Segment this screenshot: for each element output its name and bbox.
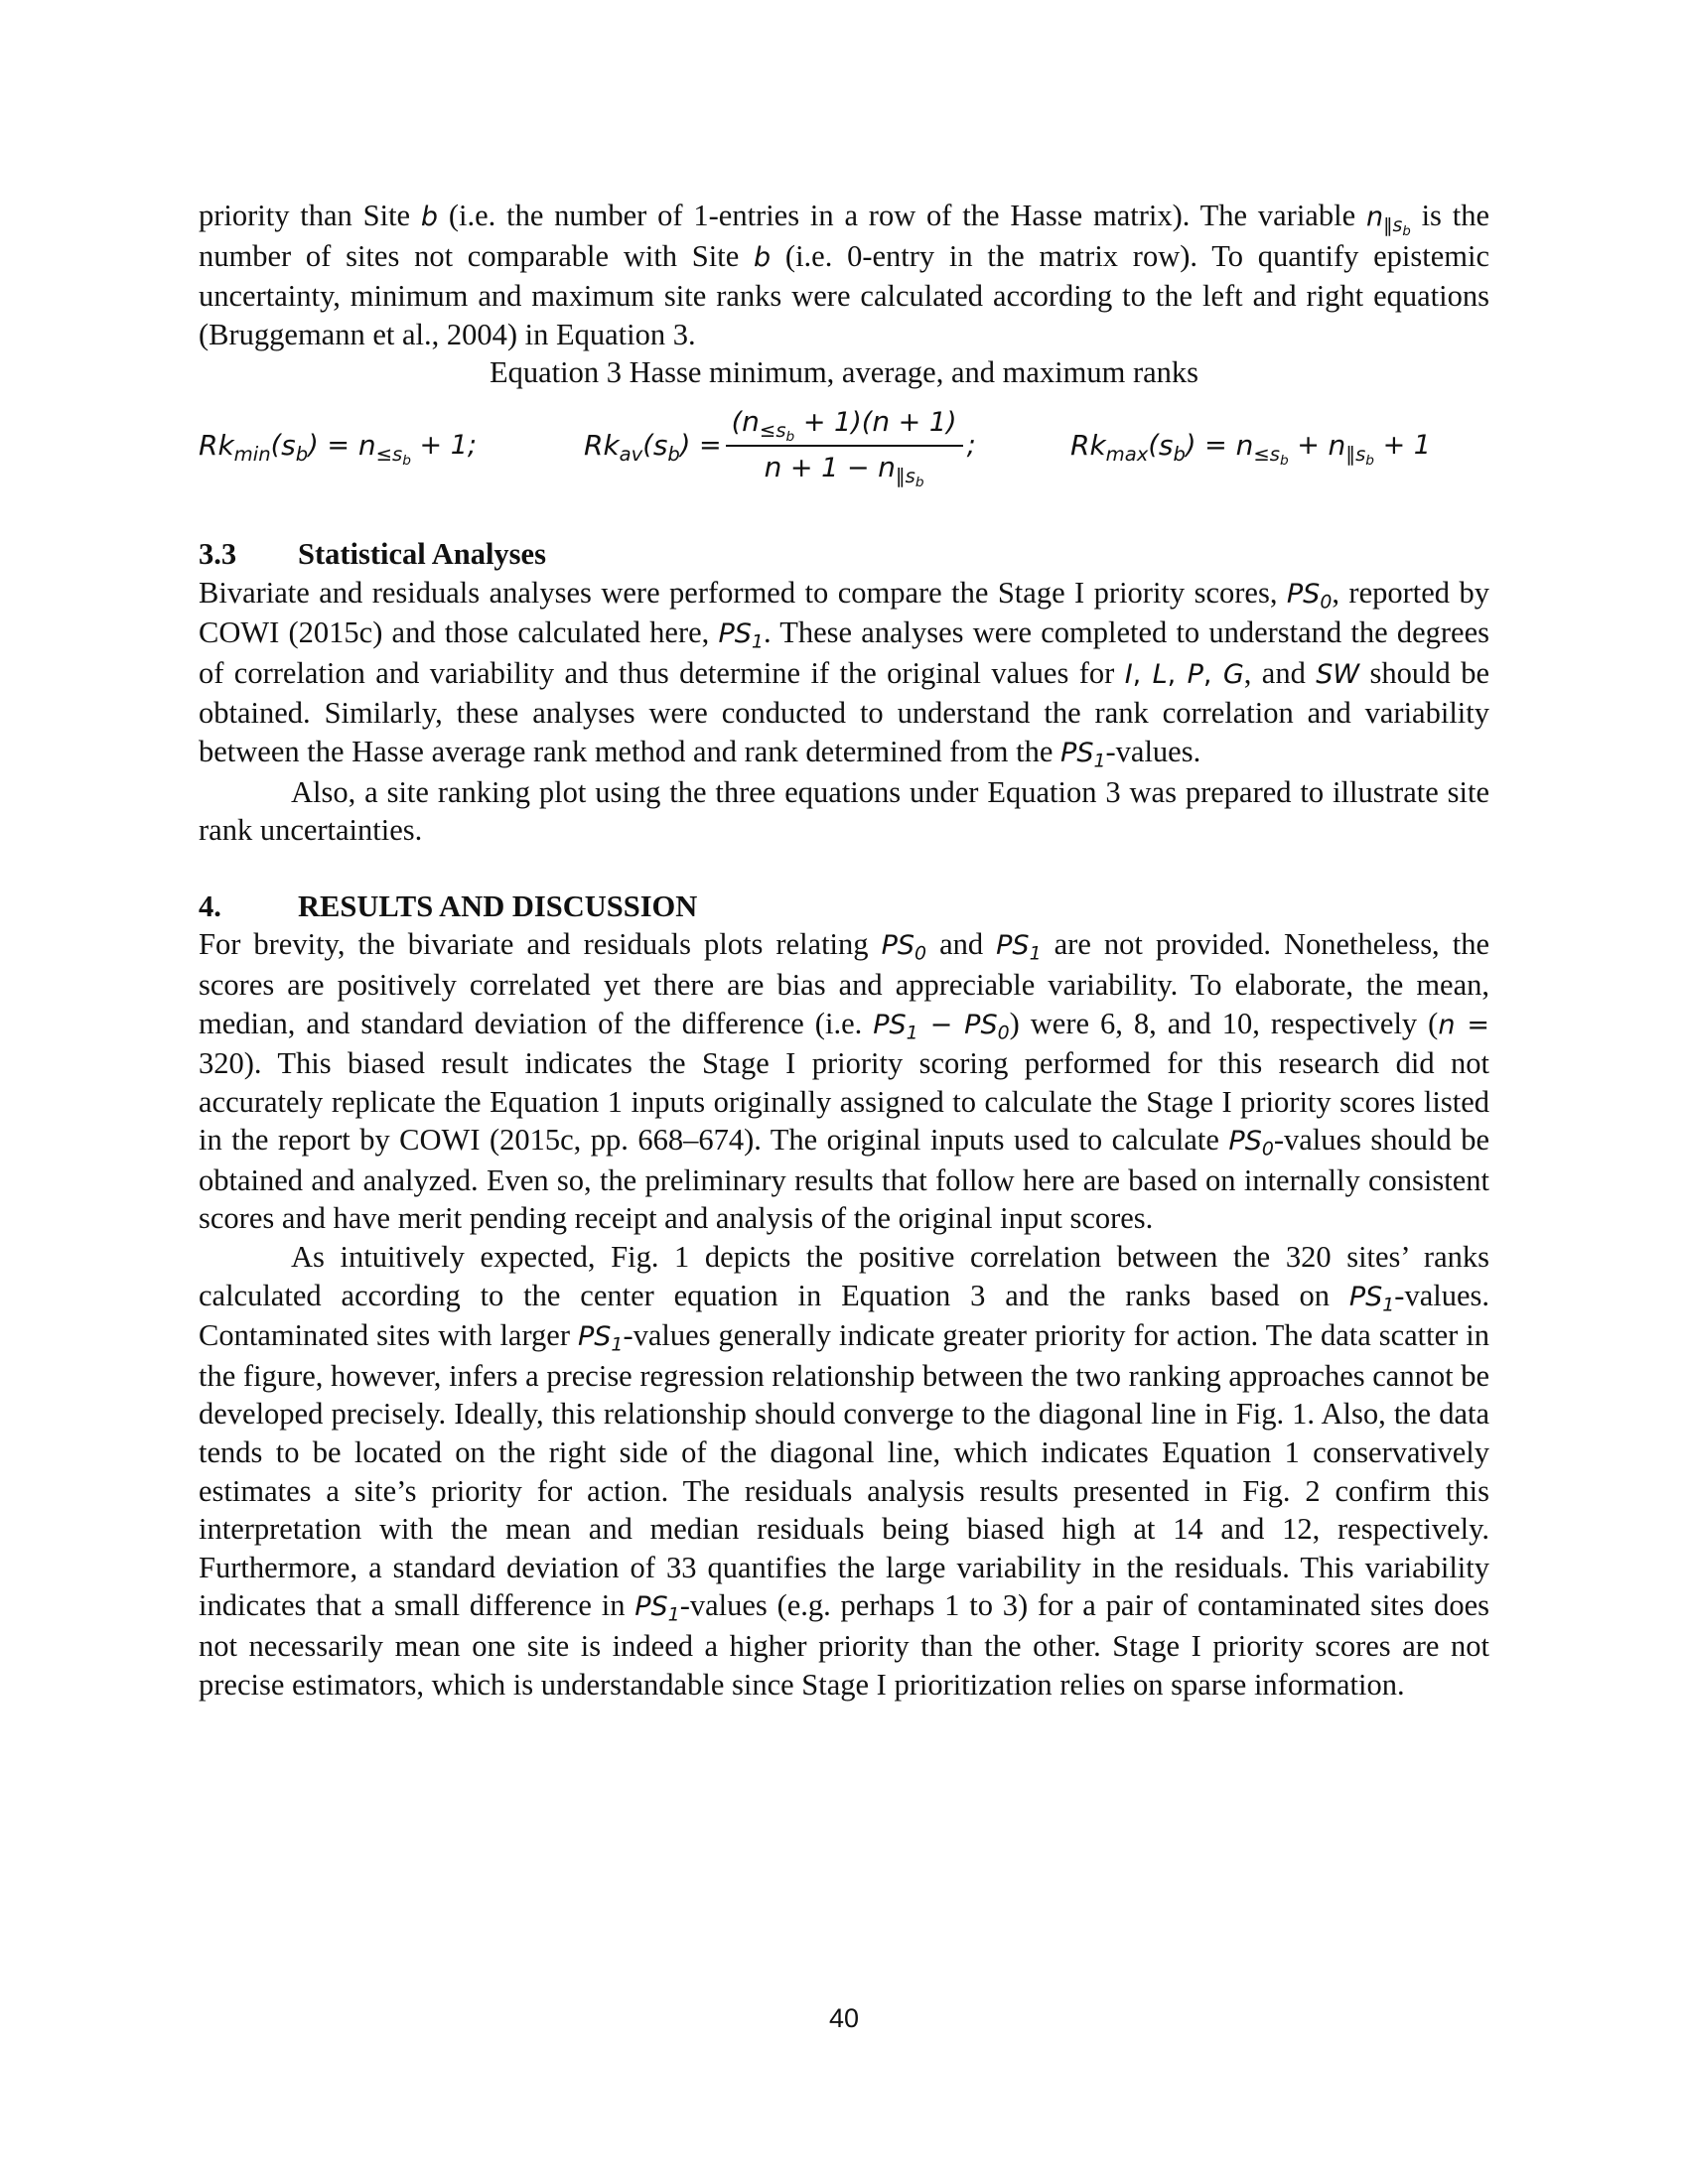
math-b: b	[420, 202, 439, 232]
equation-3	[199, 394, 1489, 497]
section-heading-4: 4. RESULTS AND DISCUSSION	[199, 888, 698, 923]
equation-rk-max: $Rk_{max}$ ( $s_b$ ) = $n_{\le s_b}$ + $n_{‖s_b}$ + 1	[1070, 428, 1431, 469]
equation-rk-av: $Rk_{av}$ ( $s_b$ ) = $\frac{(n_{\le s_b} + 1)(n + 1)}{n + 1 - n_{‖s_b}}$ ;	[584, 405, 976, 490]
page-number: 40	[828, 2003, 860, 2033]
paragraph-3-3-b: Also, a site ranking plot using the three equations under Equation 3 was prepared to illustrate site rank uncertainties.	[199, 774, 1489, 848]
document-page	[199, 197, 1489, 1704]
paragraph-4-b: As intuitively expected, Fig. 1 depicts the positive correlation between the 320 sites’ ranks calculated according to the center equation in Equation 3 and the ranks based on $PS_1$-values. Contaminated sites with larger $PS_1$-values generally indicate greater priority for action. The data scatter in the figure, however, infers a precise regression relationship between the two ranking approaches cannot be developed precisely. Ideally, this relationship should converge to the diagonal line in Fig. 1. Also, the data tends to be located on the right side of the diagonal line, which indicates Equation 1 conservatively estimates a site’s priority for action. The residuals analysis results presented in Fig. 2 confirm this interpretation with the mean and median residuals being biased high at 14 and 12, respectively. Furthermore, a standard deviation of 33 quantifies the large variability in the residuals. This variability indicates that a small difference in $PS_1$-values (e.g. perhaps 1 to 3) for a pair of contaminated sites does not necessarily mean one site is indeed a higher priority than the other. Stage I priority scores are not precise estimators, which is understandable since Stage I prioritization relies on sparse information.	[199, 1240, 1489, 1702]
section-heading-3-3: 3.3 Statistical Analyses	[199, 536, 546, 571]
paragraph-intro: priority than Site b (i.e. the number of 1-entries in a row of the Hasse matrix). The variable $n_{‖s_b}$ is the number of sites not comparable with Site b (i.e. 0-entry in the matrix row). To quantify epistemic uncertainty, minimum and maximum site ranks were calculated according to the left and right equations (Bruggemann et al., 2004) in Equation 3.	[199, 199, 1490, 351]
paragraph-4-a: For brevity, the bivariate and residuals plots relating $PS_0$ and $PS_1$ are not provided. Nonetheless, the scores are positively correlated yet there are bias and appreciable variability. To elaborate, the mean, median, and standard deviation of the difference (i.e. $PS_1 - PS_0$) were 6, 8, and 10, respectively (n = 320). This biased result indicates the Stage I priority scoring performed for this research did not accurately replicate the Equation 1 inputs originally assigned to calculate the Stage I priority scores listed in the report by COWI (2015c, pp. 668–674). The original inputs used to calculate $PS_0$-values should be obtained and analyzed. Even so, the preliminary results that follow here are based on internally consistent scores and have merit pending receipt and analysis of the original input scores.	[199, 927, 1489, 1236]
math-n-incomparable: $n_{‖s_b}$	[1365, 202, 1411, 239]
math-b: b	[754, 241, 772, 273]
paragraph-3-3-a: Bivariate and residuals analyses were performed to compare the Stage I priority scores, $PS_0$, reported by COWI (2015c) and those calculated here, $PS_1$. These analyses were completed to understand the degrees of correlation and variability and thus determine if the original values for I, L, P, G, and SW should be obtained. Similarly, these analyses were conducted to understand the rank correlation and variability between the Hasse average rank method and rank determined from the $PS_1$-values.	[199, 575, 1489, 772]
rk-av-fraction: $\frac{(n_{\le s_b} + 1)(n + 1)}{n + 1 - n_{‖s_b}}$	[726, 403, 963, 487]
equation-rk-min: $Rk_{min}$ ( $s_b$ ) = $n_{\le s_b}$ + 1;	[199, 428, 478, 469]
equation-caption: Equation 3 Hasse minimum, average, and maximum ranks	[489, 355, 1199, 390]
